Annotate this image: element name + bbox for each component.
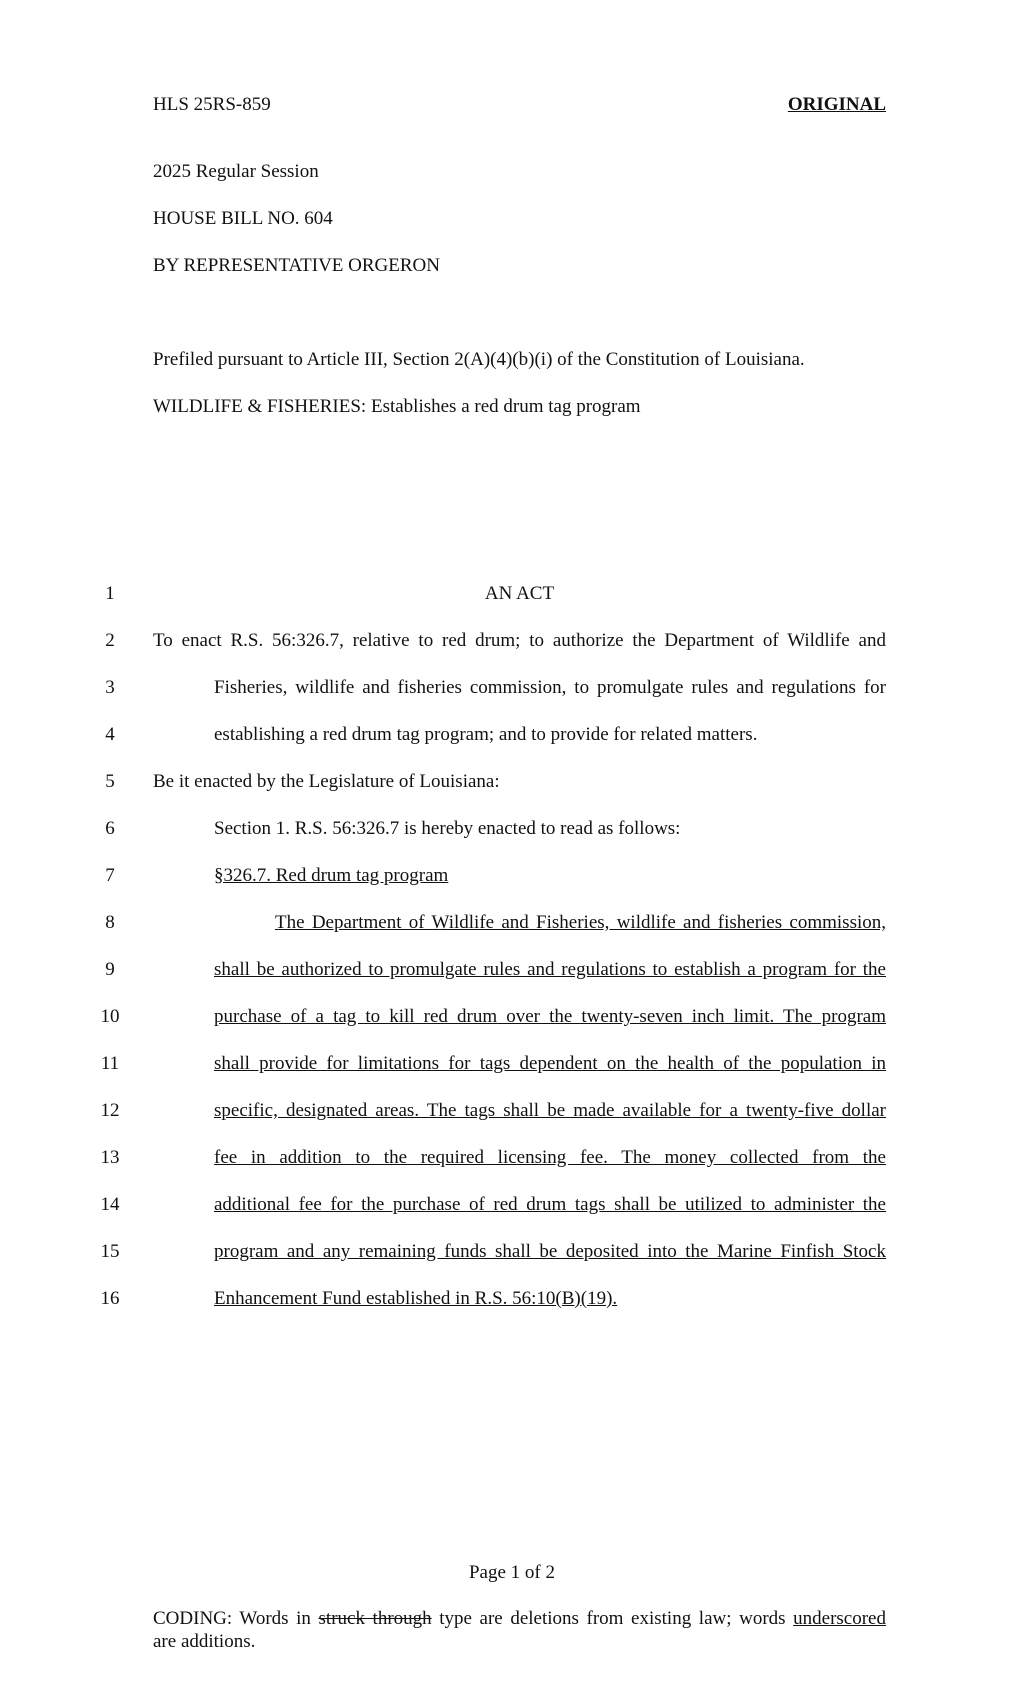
coding-prefix: CODING: Words in	[153, 1608, 319, 1629]
line-number: 7	[105, 865, 115, 886]
statute-text-line: fee in addition to the required licensing fee. The money collected from the	[214, 1147, 886, 1168]
statute-text-line: shall provide for limitations for tags dependent on the health of the population in	[214, 1053, 886, 1074]
statute-text-line: specific, designated areas. The tags shall be made available for a twenty-five dollar	[214, 1100, 886, 1121]
document-id: HLS 25RS-859	[153, 94, 271, 115]
statute-text-line: The Department of Wildlife and Fisheries, wildlife and fisheries commission,	[275, 912, 886, 933]
coding-legend-line	[153, 1607, 886, 1630]
line-number: 12	[100, 1100, 120, 1121]
statute-heading: §326.7. Red drum tag program	[214, 865, 449, 886]
bill-author: BY REPRESENTATIVE ORGERON	[153, 255, 441, 276]
bill-text-line: establishing a red drum tag program; and to provide for related matters.	[214, 724, 758, 745]
statute-text-line: Enhancement Fund established in R.S. 56:10(B)(19).	[214, 1288, 618, 1309]
coding-suffix: are additions.	[153, 1631, 256, 1652]
prefiled-notice: Prefiled pursuant to Article III, Section 2(A)(4)(b)(i) of the Constitution of Louisiana.	[153, 349, 805, 370]
version-label: ORIGINAL	[787, 94, 886, 115]
bill-number: HOUSE BILL NO. 604	[153, 208, 333, 229]
statute-text-line: additional fee for the purchase of red drum tags shall be utilized to administer the	[214, 1194, 886, 1215]
line-number: 1	[105, 583, 115, 604]
underscored-sample: underscored	[793, 1608, 886, 1629]
coding-middle: type are deletions from existing law; words	[431, 1608, 794, 1629]
bill-text-line: To enact R.S. 56:326.7, relative to red drum; to authorize the Department of Wildlife and	[153, 630, 886, 651]
session-label: 2025 Regular Session	[153, 161, 319, 182]
line-number: 5	[105, 771, 115, 792]
line-number: 3	[105, 677, 115, 698]
statute-text-line: shall be authorized to promulgate rules and regulations to establish a program for the	[214, 959, 886, 980]
line-number: 14	[100, 1194, 120, 1215]
line-number: 4	[105, 724, 115, 745]
act-title: AN ACT	[484, 583, 555, 604]
line-number: 8	[105, 912, 115, 933]
line-number: 2	[105, 630, 115, 651]
struck-through-sample: struck through	[318, 1608, 432, 1629]
line-number: 15	[100, 1241, 120, 1262]
bill-digest: WILDLIFE & FISHERIES: Establishes a red drum tag program	[153, 396, 641, 417]
statute-text-line: program and any remaining funds shall be deposited into the Marine Finfish Stock	[214, 1241, 886, 1262]
enacting-clause: Be it enacted by the Legislature of Louisiana:	[153, 771, 500, 792]
line-number: 16	[100, 1288, 120, 1309]
line-number: 9	[105, 959, 115, 980]
section-heading: Section 1. R.S. 56:326.7 is hereby enacted to read as follows:	[214, 818, 681, 839]
bill-text-line: Fisheries, wildlife and fisheries commission, to promulgate rules and regulations for	[214, 677, 886, 698]
statute-text-line: purchase of a tag to kill red drum over the twenty-seven inch limit. The program	[214, 1006, 886, 1027]
line-number: 11	[100, 1053, 120, 1074]
coding-legend	[153, 1607, 886, 1653]
line-number: 10	[100, 1006, 120, 1027]
line-number: 6	[105, 818, 115, 839]
line-number: 13	[100, 1147, 120, 1168]
page-number: Page 1 of 2	[468, 1562, 555, 1583]
